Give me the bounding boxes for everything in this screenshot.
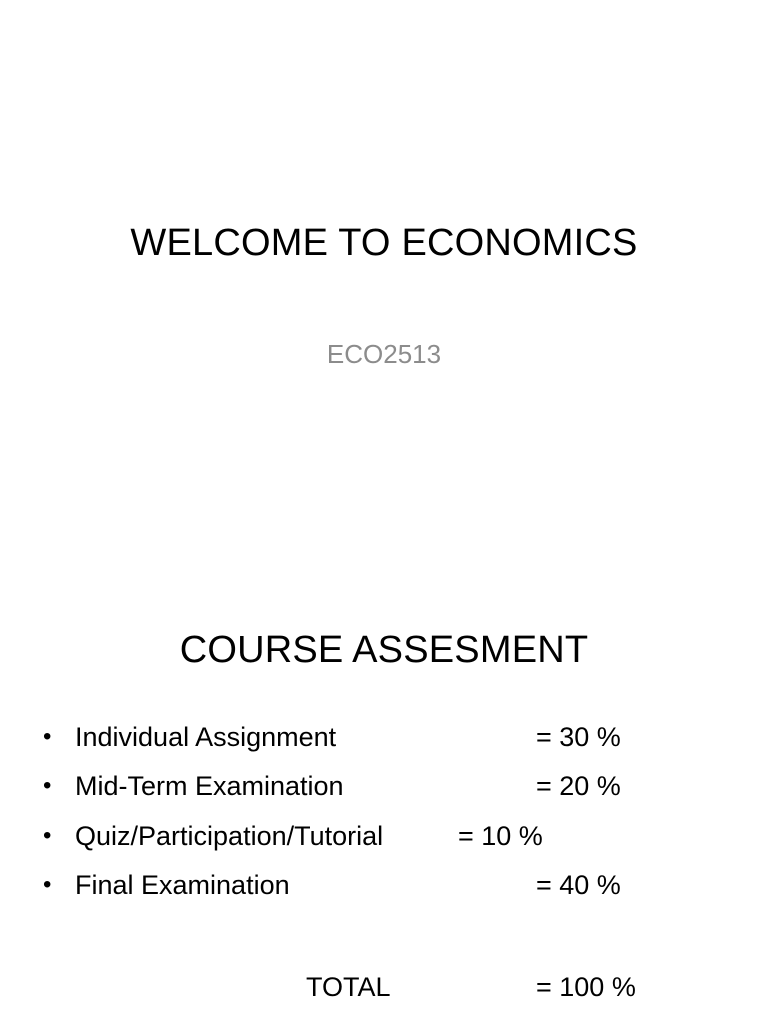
item-weight: = 30 % xyxy=(536,722,621,752)
slide-title: WELCOME TO ECONOMICS xyxy=(130,222,638,264)
list-item xyxy=(0,766,768,815)
list-item xyxy=(0,865,768,914)
assessment-slide xyxy=(0,576,768,1024)
list-item xyxy=(0,816,768,865)
total-row xyxy=(0,967,768,1007)
bullet-icon: • xyxy=(43,870,52,898)
item-weight: = 10 % xyxy=(458,820,543,851)
assessment-list xyxy=(0,717,768,914)
item-label: Individual Assignment xyxy=(75,722,337,752)
assessment-title: COURSE ASSESMENT xyxy=(179,629,589,671)
bullet-icon: • xyxy=(43,772,52,800)
item-weight: = 20 % xyxy=(536,771,621,802)
item-weight: = 40 % xyxy=(536,869,621,900)
bullet-icon: • xyxy=(43,723,52,750)
bullet-icon: • xyxy=(43,821,52,849)
item-label: Final Examination xyxy=(75,869,290,900)
item-label: Quiz/Participation/Tutorial xyxy=(75,820,384,851)
total-value: = 100 % xyxy=(536,972,636,1002)
list-item xyxy=(0,717,768,766)
item-label: Mid-Term Examination xyxy=(75,771,344,802)
total-label: TOTAL xyxy=(306,972,391,1002)
slide-subtitle: ECO2513 xyxy=(326,339,442,369)
